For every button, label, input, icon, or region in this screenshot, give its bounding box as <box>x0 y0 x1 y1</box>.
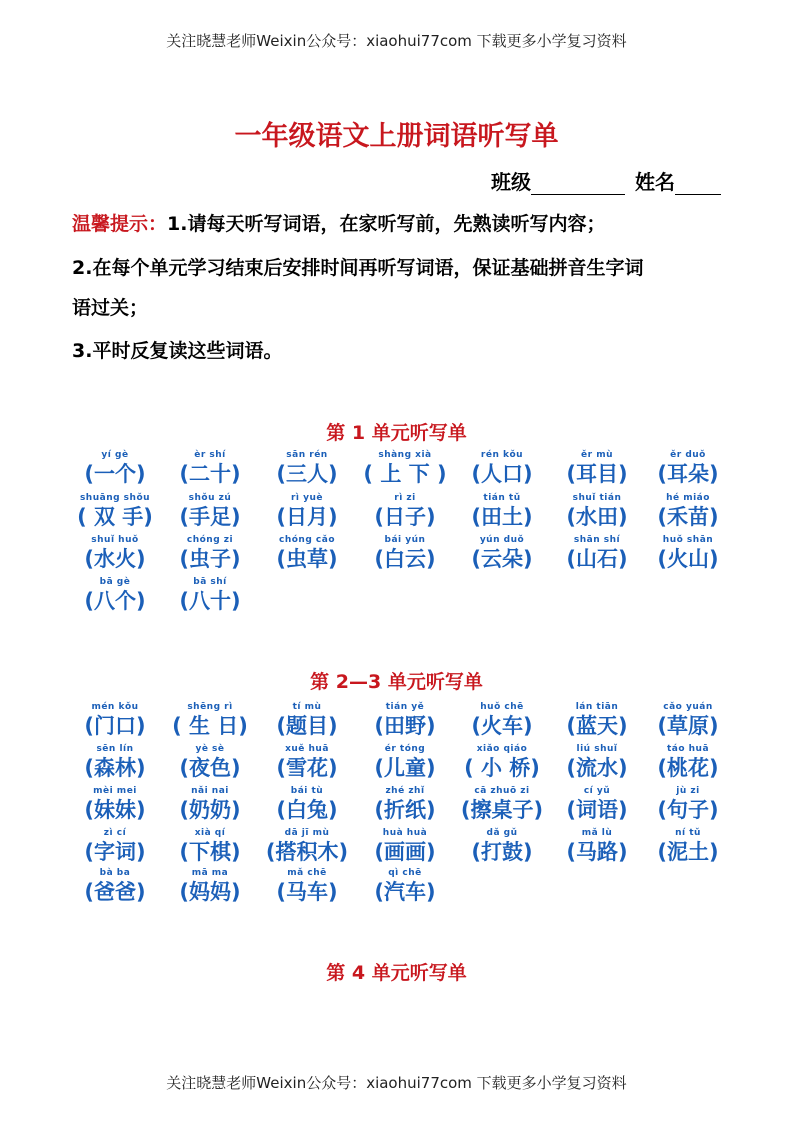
word-pinyin: shàng xià <box>378 450 432 460</box>
word-hanzi: (水田) <box>566 505 628 529</box>
word-hanzi: (门口) <box>84 714 146 738</box>
word-pinyin: huǒ shān <box>662 535 714 545</box>
word-hanzi: (奶奶) <box>179 798 241 822</box>
word-hanzi: (桃花) <box>657 756 719 780</box>
word-hanzi: (流水) <box>566 756 628 780</box>
word-pinyin: bā shí <box>193 577 227 587</box>
word-pinyin: èr shí <box>194 450 226 460</box>
tips-line-4: 3.平时反复读这些词语。 <box>72 340 283 362</box>
word-item <box>628 744 748 782</box>
word-pinyin: liú shuǐ <box>576 744 618 754</box>
word-pinyin: shuāng shǒu <box>79 493 151 503</box>
word-pinyin: zì cí <box>103 828 127 838</box>
word-hanzi: (田野) <box>374 714 436 738</box>
word-pinyin: dā jī mù <box>284 828 330 838</box>
tips-line-3: 语过关； <box>72 297 149 319</box>
word-hanzi: (马车) <box>276 880 338 904</box>
word-pinyin: hé miáo <box>666 493 710 503</box>
word-pinyin: shān shí <box>573 535 621 545</box>
word-hanzi: (水火) <box>84 547 146 571</box>
word-pinyin: yí gè <box>101 450 129 460</box>
word-pinyin: ěr mù <box>581 450 613 460</box>
word-item <box>345 868 465 906</box>
word-hanzi: (白云) <box>374 547 436 571</box>
word-item <box>628 450 748 488</box>
word-hanzi: (字词) <box>84 840 146 864</box>
word-pinyin: cí yǔ <box>583 786 611 796</box>
word-pinyin: sān rén <box>286 450 328 460</box>
word-hanzi: (山石) <box>566 547 628 571</box>
word-hanzi: ( 小 桥) <box>464 756 540 780</box>
word-pinyin: dǎ gǔ <box>486 828 518 838</box>
tips-line-1 <box>72 209 732 236</box>
word-pinyin: jù zi <box>676 786 700 796</box>
name-label: 姓名 <box>635 170 675 194</box>
word-pinyin: bā gè <box>99 577 131 587</box>
word-pinyin: cǎo yuán <box>663 702 713 712</box>
word-hanzi: ( 双 手) <box>77 505 153 529</box>
word-hanzi: (八十) <box>179 589 241 613</box>
word-pinyin: ní tǔ <box>675 828 701 838</box>
word-hanzi: ( 上 下 ) <box>363 462 447 486</box>
page-title: 一年级语文上册词语听写单 <box>234 121 559 152</box>
word-item <box>628 702 748 740</box>
word-hanzi: (马路) <box>566 840 628 864</box>
word-pinyin: xiǎo qiáo <box>476 744 528 754</box>
word-pinyin: shuǐ tián <box>572 493 622 503</box>
word-hanzi: (二十) <box>179 462 241 486</box>
word-pinyin: sēn lín <box>96 744 134 754</box>
word-pinyin: tián yě <box>385 702 425 712</box>
word-hanzi: (三人) <box>276 462 338 486</box>
word-hanzi: (儿童) <box>374 756 436 780</box>
word-hanzi: ( 生 日) <box>172 714 248 738</box>
word-pinyin: mǎ chē <box>287 868 327 878</box>
word-hanzi: (折纸) <box>374 798 436 822</box>
word-hanzi: (词语) <box>566 798 628 822</box>
word-pinyin: rén kǒu <box>480 450 524 460</box>
word-hanzi: (蓝天) <box>566 714 628 738</box>
word-hanzi: (云朵) <box>471 547 533 571</box>
word-hanzi: (爸爸) <box>84 880 146 904</box>
word-pinyin: shuǐ huǒ <box>91 535 139 545</box>
word-hanzi: (妹妹) <box>84 798 146 822</box>
section-3-title: 第 4 单元听写单 <box>326 962 467 984</box>
word-hanzi: (火车) <box>471 714 533 738</box>
word-hanzi: (日月) <box>276 505 338 529</box>
class-blank[interactable] <box>531 174 625 195</box>
word-hanzi: (下棋) <box>179 840 241 864</box>
word-pinyin: tián tǔ <box>483 493 521 503</box>
word-pinyin: ěr duǒ <box>670 450 706 460</box>
word-hanzi: (火山) <box>657 547 719 571</box>
word-item <box>628 493 748 531</box>
word-pinyin: bái yún <box>384 535 426 545</box>
word-hanzi: (擦桌子) <box>460 798 544 822</box>
word-pinyin: lán tiān <box>575 702 619 712</box>
word-hanzi: (虫子) <box>179 547 241 571</box>
word-hanzi: (泥土) <box>657 840 719 864</box>
word-hanzi: (手足) <box>179 505 241 529</box>
word-hanzi: (人口) <box>471 462 533 486</box>
word-pinyin: yún duǒ <box>479 535 525 545</box>
section-1-title: 第 1 单元听写单 <box>326 422 467 444</box>
word-item <box>628 786 748 824</box>
header-banner: 关注晓慧老师Weixin公众号：xiaohui77com 下载更多小学复习资料 <box>166 32 627 50</box>
class-label: 班级 <box>491 170 531 194</box>
word-pinyin: nǎi nai <box>191 786 229 796</box>
name-blank[interactable] <box>675 174 721 195</box>
section-2-title: 第 2—3 单元听写单 <box>310 671 483 693</box>
word-hanzi: (句子) <box>657 798 719 822</box>
word-pinyin: mā ma <box>191 868 229 878</box>
word-item <box>150 577 270 615</box>
word-hanzi: (虫草) <box>276 547 338 571</box>
word-hanzi: (八个) <box>84 589 146 613</box>
word-item <box>628 828 748 866</box>
word-pinyin: bà ba <box>99 868 131 878</box>
word-pinyin: rì yuè <box>290 493 324 503</box>
word-pinyin: chóng zi <box>186 535 234 545</box>
word-hanzi: (题目) <box>276 714 338 738</box>
word-pinyin: rì zi <box>394 493 416 503</box>
word-pinyin: qì chē <box>388 868 422 878</box>
tips-line-2: 2.在每个单元学习结束后安排时间再听写词语，保证基础拼音生字词 <box>72 257 644 279</box>
word-pinyin: shēng rì <box>187 702 233 712</box>
word-hanzi: (雪花) <box>276 756 338 780</box>
word-hanzi: (耳朵) <box>657 462 719 486</box>
word-pinyin: mén kǒu <box>91 702 139 712</box>
word-hanzi: (草原) <box>657 714 719 738</box>
word-pinyin: shǒu zú <box>188 493 232 503</box>
word-pinyin: ér tóng <box>384 744 426 754</box>
word-pinyin: mèi mei <box>93 786 137 796</box>
word-pinyin: yè sè <box>195 744 225 754</box>
word-hanzi: (搭积木) <box>265 840 349 864</box>
word-hanzi: (森林) <box>84 756 146 780</box>
word-hanzi: (打鼓) <box>471 840 533 864</box>
word-hanzi: (一个) <box>84 462 146 486</box>
word-hanzi: (画画) <box>374 840 436 864</box>
word-pinyin: chóng cǎo <box>279 535 335 545</box>
word-pinyin: zhé zhǐ <box>385 786 425 796</box>
word-item <box>628 535 748 573</box>
word-pinyin: huà huà <box>382 828 428 838</box>
word-hanzi: (田土) <box>471 505 533 529</box>
word-hanzi: (夜色) <box>179 756 241 780</box>
word-hanzi: (白兔) <box>276 798 338 822</box>
word-hanzi: (耳目) <box>566 462 628 486</box>
word-hanzi: (禾苗) <box>657 505 719 529</box>
tips-text-1: 1.请每天听写词语，在家听写前，先熟读听写内容； <box>167 213 606 235</box>
word-pinyin: bái tù <box>290 786 324 796</box>
word-pinyin: cā zhuō zi <box>474 786 530 796</box>
footer-banner: 关注晓慧老师Weixin公众号：xiaohui77com 下载更多小学复习资料 <box>166 1074 627 1092</box>
class-name-fields <box>491 166 721 195</box>
word-pinyin: xià qí <box>194 828 226 838</box>
word-pinyin: tí mù <box>292 702 322 712</box>
word-pinyin: huǒ chē <box>480 702 524 712</box>
word-hanzi: (汽车) <box>374 880 436 904</box>
word-pinyin: táo huā <box>666 744 710 754</box>
word-pinyin: xuě huā <box>285 744 329 754</box>
word-hanzi: (妈妈) <box>179 880 241 904</box>
word-pinyin: mǎ lù <box>581 828 613 838</box>
word-hanzi: (日子) <box>374 505 436 529</box>
tips-label: 温馨提示： <box>72 213 168 235</box>
